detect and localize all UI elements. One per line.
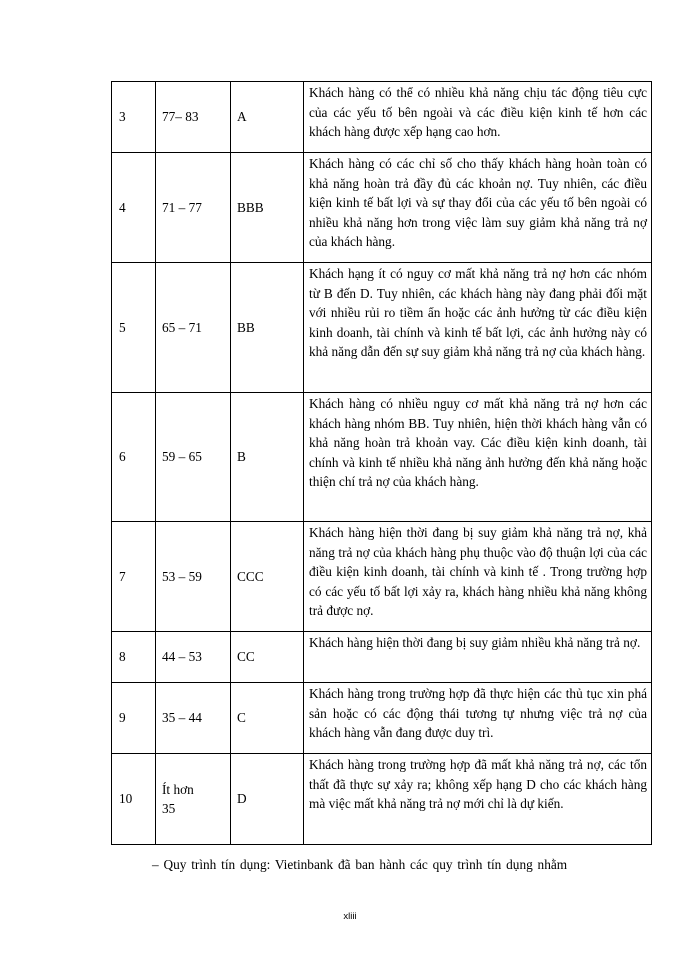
rating-grade: BBB <box>231 153 304 263</box>
table-row <box>112 393 652 522</box>
table-row <box>112 153 652 263</box>
rating-description: Khách hàng hiện thời đang bị suy giảm nhiều khả năng trả nợ. <box>304 632 652 683</box>
row-number: 3 <box>112 82 156 153</box>
row-number: 6 <box>112 393 156 522</box>
row-number: 8 <box>112 632 156 683</box>
rating-grade: CCC <box>231 522 304 632</box>
rating-grade: C <box>231 683 304 754</box>
table-row <box>112 683 652 754</box>
rating-grade: CC <box>231 632 304 683</box>
rating-grade: B <box>231 393 304 522</box>
score-range: 53 – 59 <box>156 522 231 632</box>
rating-description: Khách hàng trong trường hợp đã mất khả năng trả nợ, các tổn thất đã thực sự xảy ra; không xếp hạng D cho các khách hàng mà việc mất khả năng trả nợ mới chỉ là dự kiến. <box>304 754 652 845</box>
score-range-line: 35 <box>162 801 176 816</box>
rating-description: Khách hàng có các chỉ số cho thấy khách hàng hoàn toàn có khả năng hoàn trả đầy đủ các khoản nợ. Tuy nhiên, các điều kiện kinh tế bất lợi và sự thay đổi của các yếu tố bên ngoài có nhiều khả năng hơn trong việc làm suy giảm khả năng trả nợ của khách hàng. <box>304 153 652 263</box>
row-number: 5 <box>112 263 156 393</box>
score-range: 35 – 44 <box>156 683 231 754</box>
row-number: 10 <box>112 754 156 845</box>
score-range <box>156 754 231 845</box>
score-range: 65 – 71 <box>156 263 231 393</box>
score-range: 44 – 53 <box>156 632 231 683</box>
score-range: 71 – 77 <box>156 153 231 263</box>
rating-grade: A <box>231 82 304 153</box>
rating-description: Khách hàng hiện thời đang bị suy giảm khả năng trả nợ, khả năng trả nợ của khách hàng phụ thuộc vào độ thuận lợi của các điều kiện kinh doanh, tài chính và kinh tế . Trong trường hợp có các yếu tố bất lợi xảy ra, khách hàng nhiều khả năng không trả được nợ. <box>304 522 652 632</box>
rating-grade: D <box>231 754 304 845</box>
score-range-line: Ít hơn <box>162 781 194 797</box>
table-row <box>112 82 652 153</box>
row-number: 9 <box>112 683 156 754</box>
credit-rating-table <box>111 81 652 845</box>
table-row <box>112 632 652 683</box>
table-row <box>112 754 652 845</box>
bullet-paragraph: – Quy trình tín dụng: Vietinbank đã ban hành các quy trình tín dụng nhằm <box>152 857 568 872</box>
table-row <box>112 522 652 632</box>
rating-description: Khách hàng có nhiều nguy cơ mất khả năng trả nợ hơn các khách hàng nhóm BB. Tuy nhiên, hiện thời khách hàng vẫn có khả năng hoàn trả khoản vay. Các điều kiện kinh doanh, tài chính và kinh tế nhiều khả năng ảnh hưởng đến khả năng hoặc thiện chí trả nợ của khách hàng. <box>304 393 652 522</box>
score-range: 59 – 65 <box>156 393 231 522</box>
page-number: xliii <box>343 911 357 922</box>
table-row <box>112 263 652 393</box>
rating-grade: BB <box>231 263 304 393</box>
score-range: 77– 83 <box>156 82 231 153</box>
rating-description: Khách hạng ít có nguy cơ mất khả năng trả nợ hơn các nhóm từ B đến D. Tuy nhiên, các khách hàng này đang phải đối mặt với nhiều rủi ro tiềm ẩn hoặc các ảnh hưởng từ các điều kiện kinh doanh, tài chính và kinh tế bất lợi, các ảnh hưởng này có khả năng dẫn đến sự suy giảm khả năng trả nợ của khách hàng. <box>304 263 652 393</box>
rating-description: Khách hàng trong trường hợp đã thực hiện các thủ tục xin phá sản hoặc có các động thái tương tự nhưng việc trả nợ của khách hàng vẫn đang được duy trì. <box>304 683 652 754</box>
rating-description: Khách hàng có thể có nhiều khả năng chịu tác động tiêu cực của các yếu tố bên ngoài và các điều kiện kinh tế hơn các khách hàng được xếp hạng cao hơn. <box>304 82 652 153</box>
row-number: 7 <box>112 522 156 632</box>
row-number: 4 <box>112 153 156 263</box>
